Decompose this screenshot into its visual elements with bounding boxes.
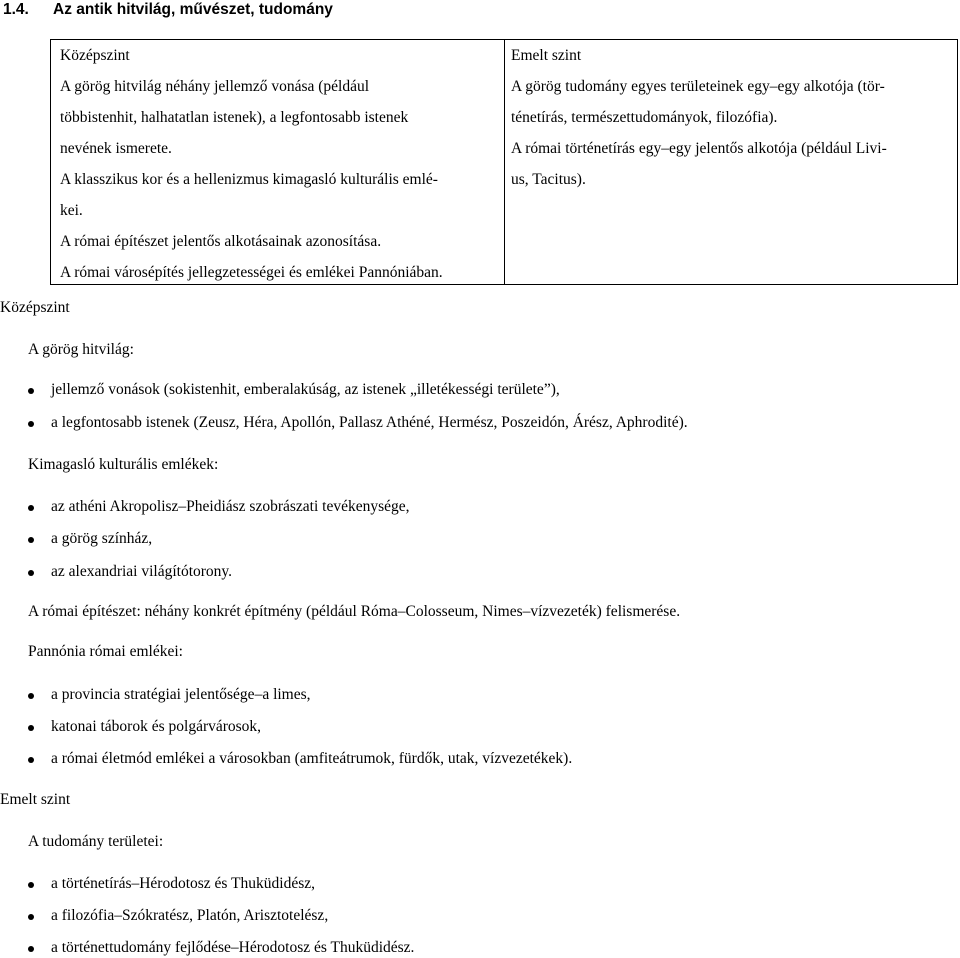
bullet-icon [28, 757, 34, 763]
cell-line: A római építészet jelentős alkotásainak azonosítása. [60, 233, 382, 250]
requirements-table [50, 39, 958, 285]
bullet-icon [28, 388, 34, 394]
cell-level-label: Emelt szint [511, 47, 582, 64]
kozepszint-label: Középszint [0, 299, 70, 316]
cell-level-label: Középszint [60, 47, 130, 64]
bullet-icon [28, 914, 34, 920]
cell-line: A klasszikus kor és a hellenizmus kimagasló kulturális emlé- [60, 171, 438, 188]
bullet-icon [28, 946, 34, 952]
section-title: Az antik hitvilág, művészet, tudomány [53, 1, 333, 18]
bullet-icon [28, 882, 34, 888]
cell-line: kei. [60, 202, 83, 219]
gorog-hitvilag-title: A görög hitvilág: [28, 341, 134, 358]
table-divider [504, 40, 505, 284]
cell-line: us, Tacitus). [511, 171, 586, 188]
cell-line: nevének ismerete. [60, 140, 172, 157]
cell-line: többistenhit, halhatatlan istenek), a legfontosabb istenek [60, 109, 409, 126]
romai-epiteszet-text: A római építészet: néhány konkrét építmény (például Róma–Colosseum, Nimes–vízvezeték) felismerése. [28, 603, 681, 620]
table-cell-kozepszint [60, 40, 498, 288]
pannonia-title: Pannónia római emlékei: [28, 643, 183, 660]
emelt-szint-label: Emelt szint [0, 791, 71, 808]
tudomany-title: A tudomány területei: [28, 833, 164, 850]
bullet-icon [28, 570, 34, 576]
cell-line: ténetírás, természettudományok, filozófia). [511, 109, 778, 126]
bullet-icon [28, 421, 34, 427]
table-cell-emelt-szint [511, 40, 951, 195]
bullet-icon [28, 725, 34, 731]
cell-line: A római városépítés jellegzetességei és emlékei Pannóniában. [60, 264, 443, 281]
bullet-icon [28, 537, 34, 543]
bullet-icon [28, 693, 34, 699]
cell-line: A görög hitvilág néhány jellemző vonása (például [60, 78, 370, 95]
cell-line: A görög tudomány egyes területeinek egy–egy alkotója (tör- [511, 78, 885, 95]
kulturalis-emlekek-title: Kimagasló kulturális emlékek: [28, 456, 219, 473]
bullet-icon [28, 505, 34, 511]
section-heading [3, 0, 943, 20]
section-number: 1.4. [3, 1, 29, 18]
cell-line: A római történetírás egy–egy jelentős alkotója (például Livi- [511, 140, 887, 157]
